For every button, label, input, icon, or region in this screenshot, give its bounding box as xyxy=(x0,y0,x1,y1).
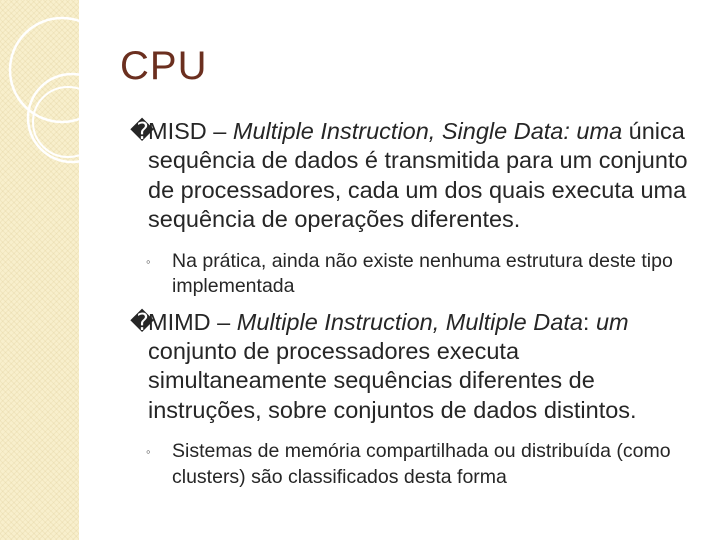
mimd-italic-lead: um xyxy=(589,308,629,335)
mimd-sub-text: Sistemas de memória compartilhada ou distribuída (como clusters) são classificados desta forma xyxy=(172,440,671,488)
slide-title: CPU xyxy=(120,44,208,88)
misd-separator: – xyxy=(206,118,233,144)
mimd-colon: : xyxy=(582,308,590,335)
sub-bullet-mimd xyxy=(130,439,702,490)
sub-bullet-marker: ◦ xyxy=(146,444,151,460)
misd-term-full: Multiple Instruction, Single Data: xyxy=(232,118,570,144)
slide-body xyxy=(130,117,702,498)
sub-bullet-marker: ◦ xyxy=(146,253,151,269)
misd-description: única sequência de dados é transmitida para um conjunto de processadores, cada um dos quais executa uma sequência de operações diferentes. xyxy=(148,118,688,233)
mimd-description: conjunto de processadores executa simultaneamente sequências diferentes de instruções, sobre conjuntos de dados distintos. xyxy=(148,338,637,423)
mimd-separator: – xyxy=(210,308,237,335)
bullet-marker: � xyxy=(130,118,155,144)
mimd-term: MIMD xyxy=(148,308,211,335)
decorative-sidebar xyxy=(0,0,79,540)
bullet-marker: � xyxy=(130,308,155,335)
sub-bullet-misd xyxy=(130,249,702,300)
misd-term: MISD xyxy=(148,118,207,144)
misd-sub-text: Na prática, ainda não existe nenhuma estrutura deste tipo implementada xyxy=(172,249,673,298)
bullet-misd xyxy=(130,117,702,235)
mimd-term-full: Multiple Instruction, Multiple Data xyxy=(236,308,583,335)
misd-italic-lead: uma xyxy=(569,118,623,144)
bullet-mimd xyxy=(130,308,702,426)
